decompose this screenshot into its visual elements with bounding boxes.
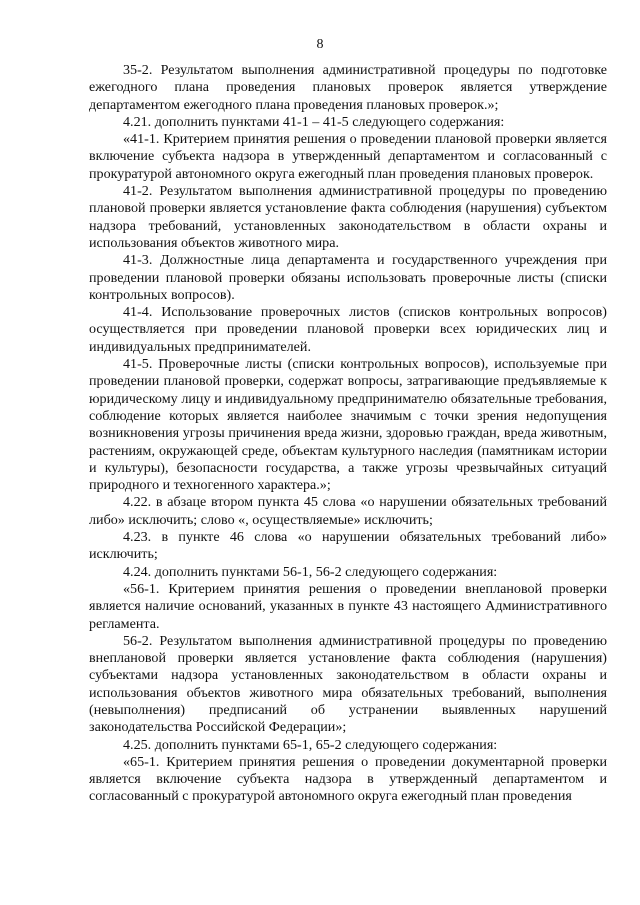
paragraph-4-24: 4.24. дополнить пунктами 56-1, 56-2 следующего содержания: bbox=[123, 563, 498, 580]
paragraph-4-22: 4.22. в абзаце втором пункта 45 слова «о нарушении обязательных требований либо» исключить; слово «, осуществляемые» исключить; bbox=[89, 494, 607, 528]
paragraph-65-1: «65-1. Критерием принятия решения о проведении документарной проверки является включение субъекта надзора в утвержденный департаментом и согласованный с прокуратурой автономного округа ежегодный план проведения bbox=[89, 753, 607, 805]
paragraph-56-1: «56-1. Критерием принятия решения о проведении внеплановой проверки является наличие оснований, указанных в пункте 43 настоящего Административного регламента. bbox=[89, 580, 607, 632]
paragraph-4-23: 4.23. в пункте 46 слова «о нарушении обязательных требований либо» исключить; bbox=[89, 529, 607, 563]
page-number: 8 bbox=[316, 37, 324, 52]
document-body bbox=[89, 62, 607, 806]
paragraph-41-1: «41-1. Критерием принятия решения о проведении плановой проверки является включение субъекта надзора в утвержденный департаментом и согласованный с прокуратурой автономного округа ежегодный план проведения плановых проверок. bbox=[89, 131, 607, 182]
paragraph-41-3: 41-3. Должностные лица департамента и государственного учреждения при проведении плановой проверки обязаны использовать проверочные листы (списки контрольных вопросов). bbox=[89, 252, 607, 303]
paragraph-35-2: 35-2. Результатом выполнения административной процедуры по подготовке ежегодного плана проведения плановых проверок является утверждение департаментом ежегодного плана проведения плановых проверок.»; bbox=[89, 62, 607, 113]
paragraph-41-5: 41-5. Проверочные листы (списки контрольных вопросов), используемые при проведении плановой проверки, содержат вопросы, затрагивающие предъявляемые к юридическому лицу и индивидуальному предпринимателю обязательные требования, соблюдение которых является наиболее значимым с точки зрения недопущения возникновения угрозы причинения вреда жизни, здоровью граждан, вреда животным, растениям, окружающей среде, объектам культурного наследия (памятникам истории и культуры), безопасности государства, а также угрозы чрезвычайных ситуаций природного и техногенного характера.»; bbox=[89, 356, 607, 494]
paragraph-41-4: 41-4. Использование проверочных листов (списков контрольных вопросов) осуществляется при проведении плановой проверки всех юридических лиц и индивидуальных предпринимателей. bbox=[89, 304, 607, 355]
paragraph-4-21: 4.21. дополнить пунктами 41-1 – 41-5 следующего содержания: bbox=[123, 113, 505, 130]
paragraph-41-2: 41-2. Результатом выполнения административной процедуры по проведению плановой проверки является установление факта соблюдения (нарушения) субъектом надзора требований, установленных законодательством в области охраны и использования объектов животного мира. bbox=[89, 183, 607, 251]
paragraph-56-2: 56-2. Результатом выполнения административной процедуры по проведению внеплановой проверки является установление факта соблюдения (нарушения) субъектами надзора установленных законодательством в области охраны и использования объектов животного мира обязательных требований, выполнения (невыполнения) предписаний об устранении выявленных нарушений законодательства Российской Федерации»; bbox=[89, 632, 607, 736]
paragraph-4-25: 4.25. дополнить пунктами 65-1, 65-2 следующего содержания: bbox=[123, 736, 498, 753]
